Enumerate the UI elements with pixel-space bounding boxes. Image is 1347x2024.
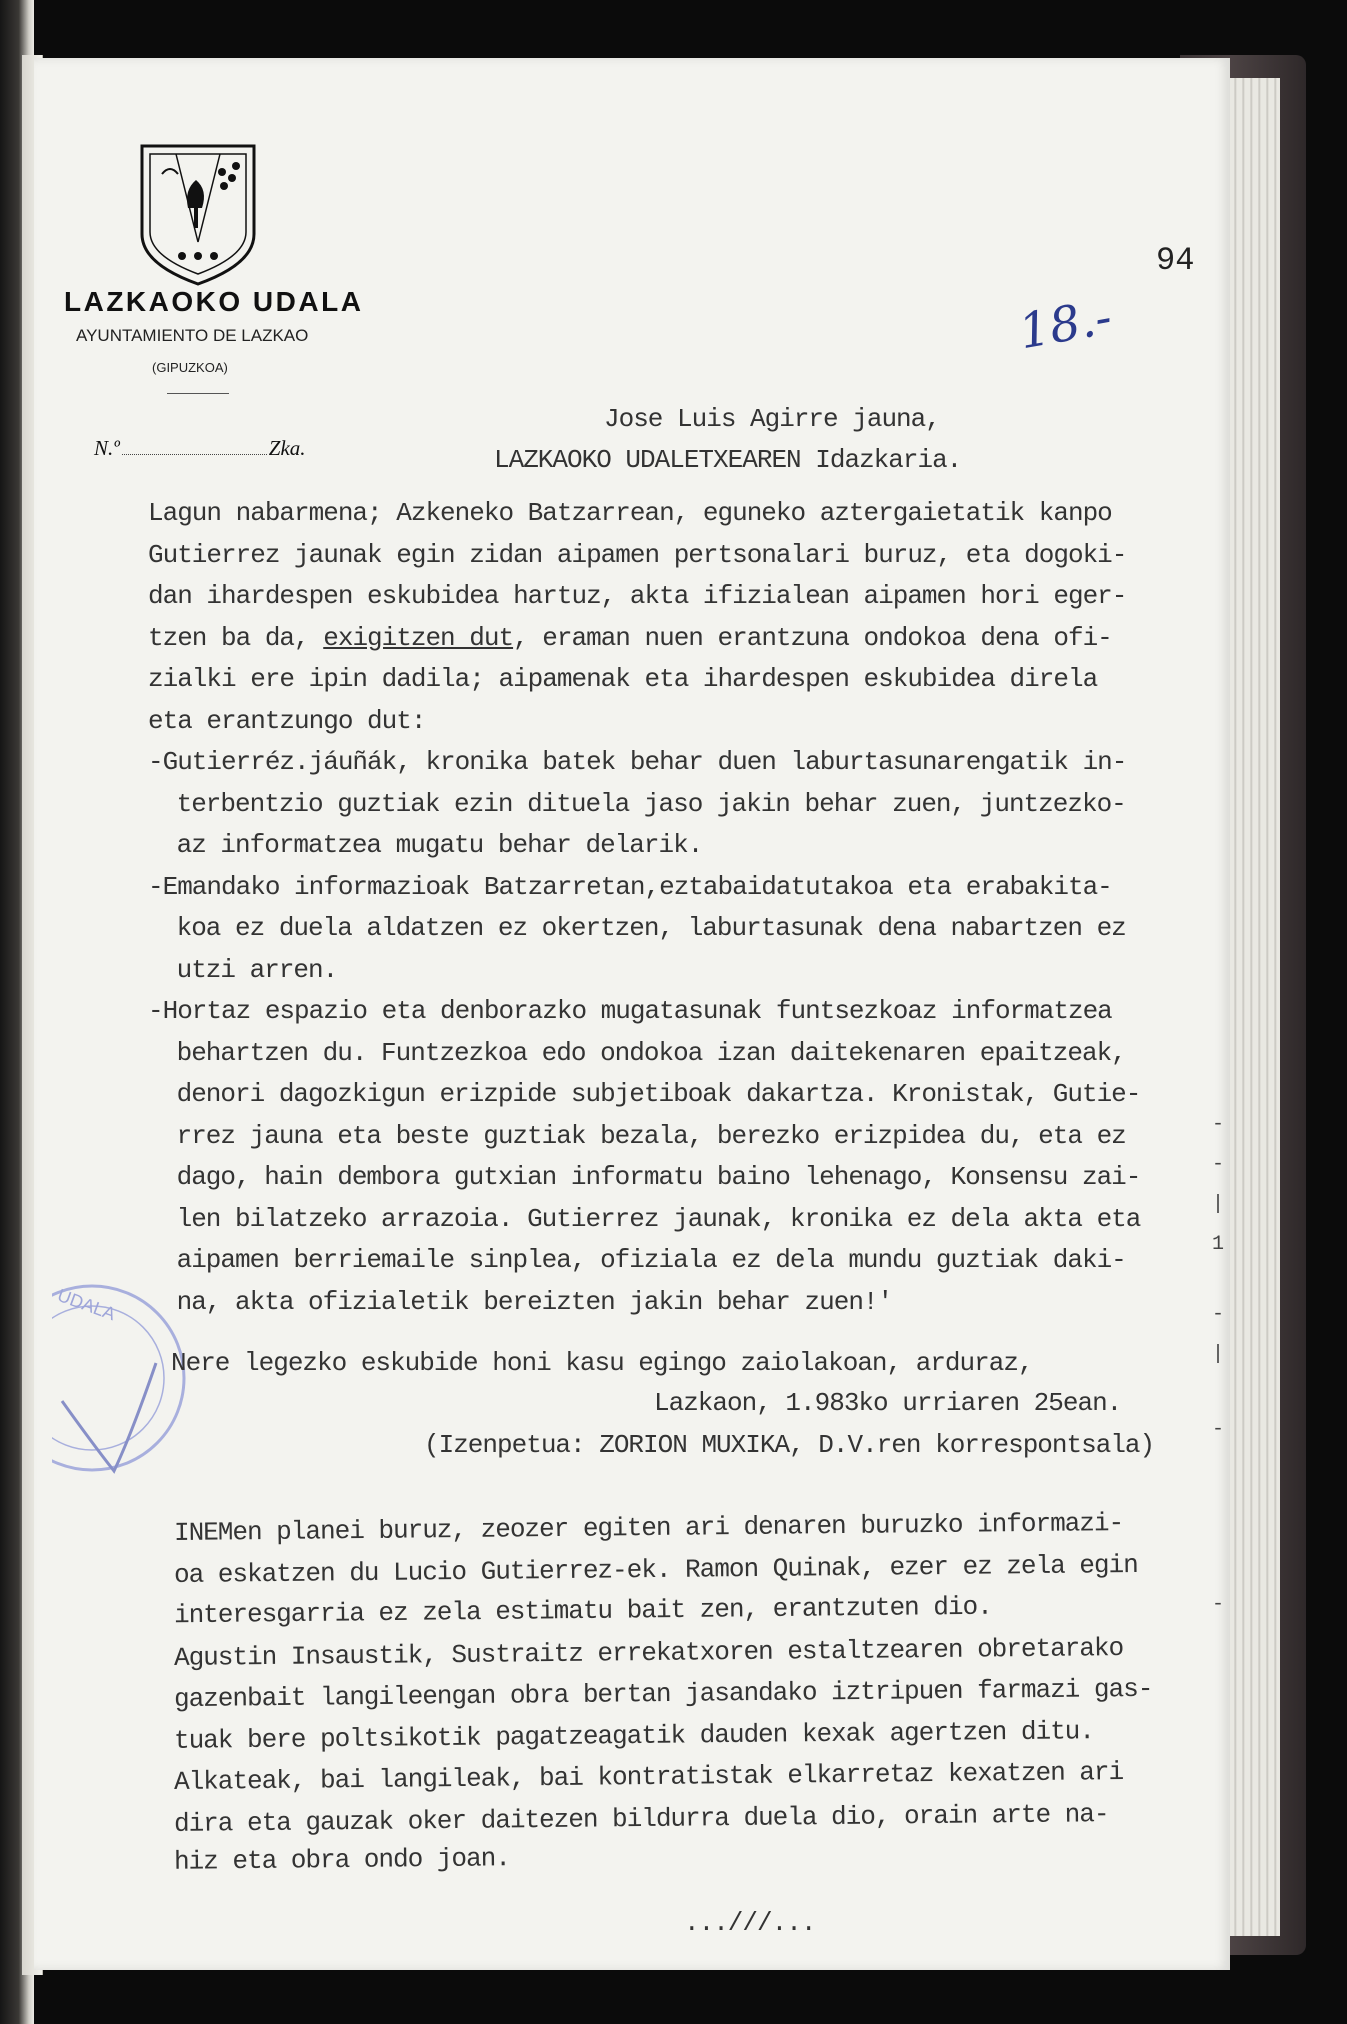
- body-line: az informatzea mugatu behar delarik.: [162, 830, 703, 860]
- org-name: LAZKAOKO UDALA: [64, 286, 364, 317]
- margin-tick: -: [1212, 1593, 1225, 1616]
- page-number: 94: [1156, 242, 1195, 279]
- minutes-line: oa eskatzen du Lucio Gutierrez-ek. Ramon Quinak, ezer ez zela egin: [173, 1549, 1138, 1590]
- body-line: -Hortaz espazio eta denborazko mugatasunak funtsezkoaz informatzea: [148, 996, 1112, 1026]
- minutes-line: gazenbait langileengan obra bertan jasandako iztripuen farmazi gas-: [173, 1673, 1153, 1715]
- body-line: behartzen du. Funtzezkoa edo ondokoa izan daitekenaren epaitzeak,: [162, 1037, 1126, 1068]
- body-line: aipamen berriemaile sinplea, ofiziala ez dela mundu guztiak daki-: [162, 1245, 1126, 1275]
- minutes-line: Agustin Insaustik, Sustraitz errekatxoren estaltzearen obretarako: [173, 1632, 1124, 1673]
- footer-mark: ...///...: [684, 1908, 816, 1938]
- minutes-line: tuak bere poltsikotik pagatzeagatik dauden kexak agertzen ditu.: [173, 1715, 1095, 1756]
- body-line: dago, hain dembora gutxian informatu baino lehenago, Konsensu zai-: [162, 1162, 1141, 1192]
- margin-tick: |: [1212, 1193, 1225, 1216]
- body-line: utzi arren.: [162, 954, 338, 985]
- closing-line: Nere legezko eskubide honi kasu egingo zaiolakoan, arduraz,: [171, 1348, 1033, 1378]
- signature-line: (Izenpetua: ZORION MUXIKA, D.V.ren korrespontsala): [424, 1430, 1155, 1460]
- coat-of-arms-icon: [136, 138, 260, 288]
- body-line: len bilatzeko arrazoia. Gutierrez jaunak, kronika ez dela akta eta: [162, 1203, 1141, 1234]
- margin-tick: -: [1212, 1303, 1225, 1326]
- number-blank-line: [122, 454, 267, 455]
- addressee-title: LAZKAOKO UDALETXEAREN Idazkaria.: [494, 445, 962, 475]
- addressee-name: Jose Luis Agirre jauna,: [604, 404, 940, 434]
- minutes-line: INEMen planei buruz, zeozer egiten ari denaren buruzko informazi-: [173, 1508, 1124, 1548]
- body-line: rrez jauna eta beste guztiak bezala, berezko erizpidea du, eta ez: [162, 1120, 1126, 1151]
- body-line: -Emandako informazioak Batzarretan,eztabaidatutakoa eta erabakita-: [148, 871, 1112, 902]
- body-line: Gutierrez jaunak egin zidan aipamen pertsonalari buruz, eta dogoki-: [148, 539, 1127, 570]
- margin-tick: -: [1212, 1113, 1225, 1136]
- body-line: terbentzio guztiak ezin dituela jaso jakin behar zuen, juntzezko-: [162, 788, 1126, 819]
- body-line: eta erantzungo dut:: [148, 705, 426, 736]
- reference-number-field: [94, 436, 334, 461]
- body-line: denori dagozkigun erizpide subjetiboak dakartza. Kronistak, Gutie-: [162, 1079, 1141, 1109]
- margin-tick: 1: [1212, 1233, 1225, 1256]
- minutes-line: hiz eta obra ondo joan.: [173, 1843, 511, 1877]
- date-line: Lazkaon, 1.983ko urriaren 25ean.: [654, 1388, 1122, 1418]
- body-line: dan ihardespen eskubidea hartuz, akta ifizialean aipamen hori eger-: [148, 581, 1127, 611]
- body-line: koa ez duela aldatzen ez okertzen, laburtasunak dena nabartzen ez: [162, 913, 1126, 943]
- number-prefix: N.º: [94, 436, 120, 460]
- svg-text:UDALA: UDALA: [54, 1284, 119, 1325]
- body-line: na, akta ofizialetik bereizten jakin behar zuen!': [162, 1286, 893, 1317]
- margin-tick: |: [1212, 1343, 1225, 1366]
- minutes-line: dira eta gauzak oker daitezen bildurra duela dio, orain arte na-: [173, 1798, 1109, 1839]
- handwritten-number: 18.-: [1014, 289, 1116, 361]
- minutes-line: interesgarria ez zela estimatu bait zen, erantzuten dio.: [173, 1591, 992, 1631]
- margin-tick: -: [1212, 1418, 1225, 1441]
- body-line: tzen ba da, exigitzen dut, eraman nuen erantzuna ondokoa dena ofi-: [148, 622, 1112, 653]
- body-line: -Gutierréz.jáuñák, kronika batek behar duen laburtasunarengatik in-: [148, 747, 1127, 777]
- document-page: [34, 58, 1230, 1970]
- org-province: (GIPUZKOA): [152, 360, 228, 375]
- body-line: Lagun nabarmena; Azkeneko Batzarrean, eguneko aztergaietatik kanpo: [148, 498, 1112, 528]
- header-rule: [167, 393, 229, 394]
- body-line: zialki ere ipin dadila; aipamenak eta ihardespen eskubidea direla: [148, 664, 1098, 694]
- minutes-line: Alkateak, bai langileak, bai kontratistak elkarretaz kexatzen ari: [173, 1757, 1124, 1797]
- org-subtitle: AYUNTAMIENTO DE LAZKAO: [76, 326, 309, 345]
- number-suffix: Zka.: [268, 436, 306, 460]
- margin-tick: -: [1212, 1153, 1225, 1176]
